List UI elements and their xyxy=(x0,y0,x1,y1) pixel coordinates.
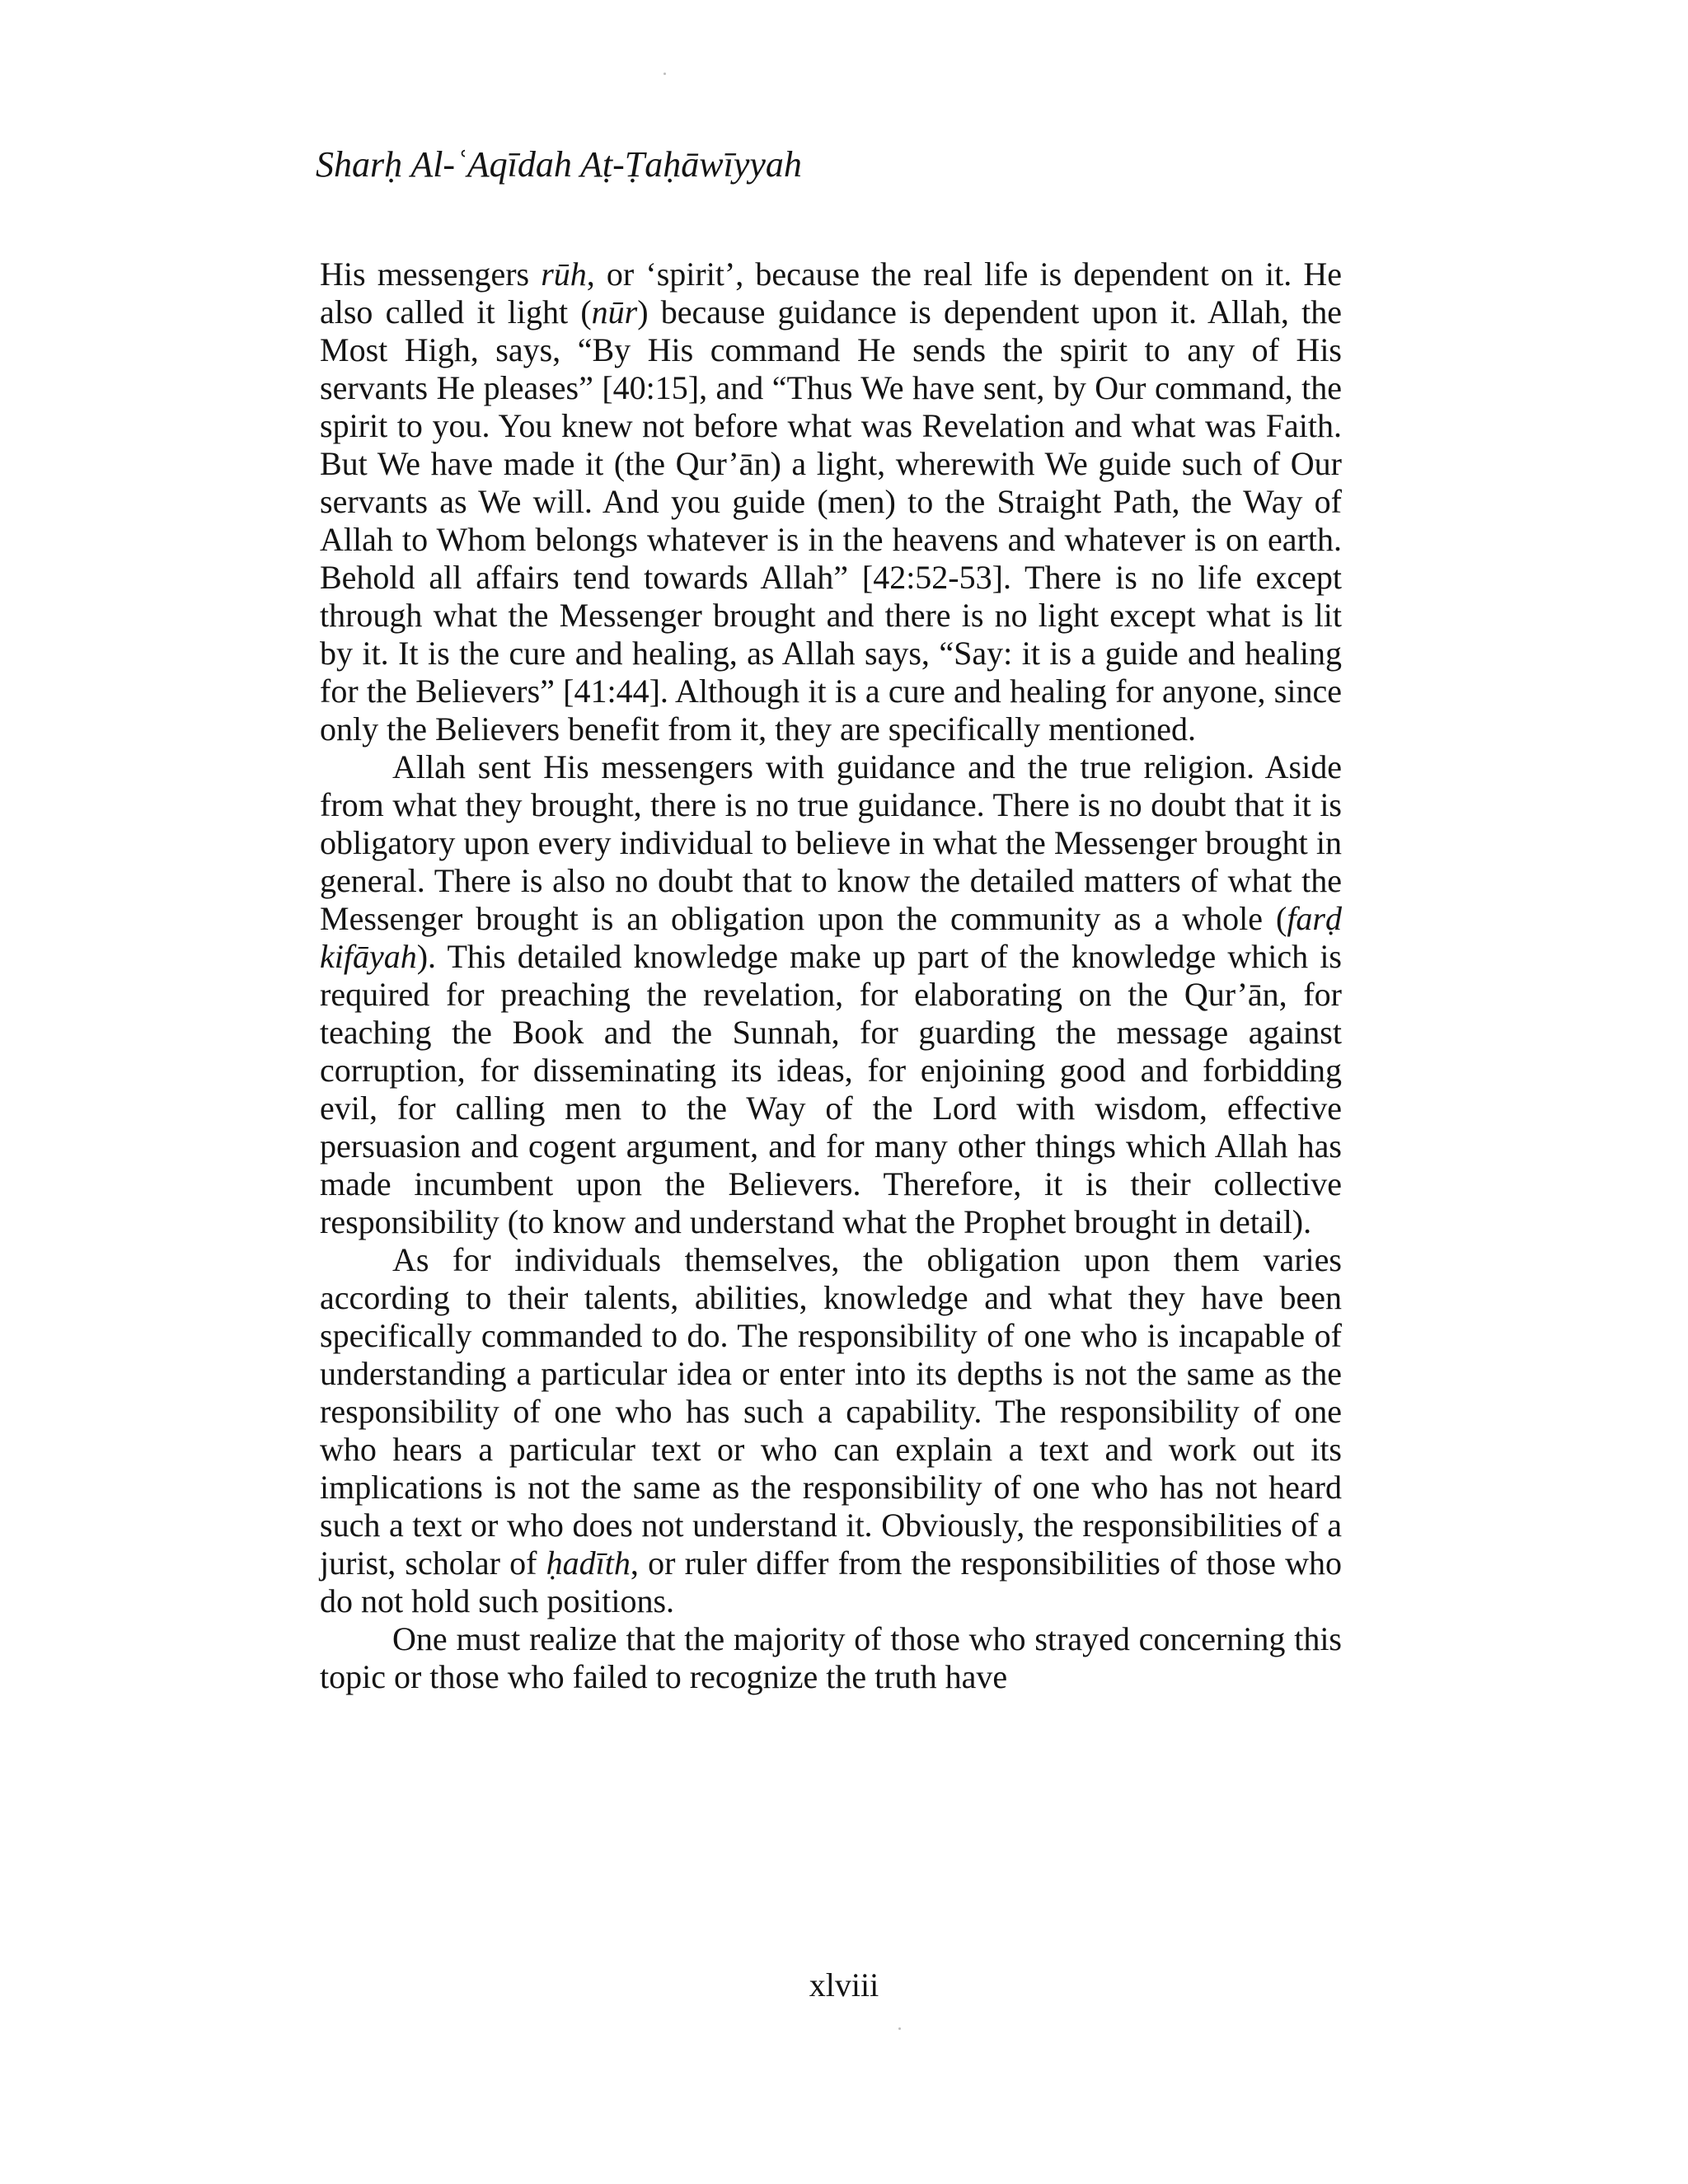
running-header: Sharḥ Al-ʿAqīdah Aṭ-Ṭaḥāwīyyah xyxy=(316,144,802,185)
italic-term: farḍ kifāyah xyxy=(320,900,1342,975)
italic-term: nūr xyxy=(591,293,638,330)
text-run: Allah sent His messengers with guidance and the true religion. Aside from what they brought, there is no true guidance. There is no doubt that it is obligatory upon every individual to believe in what the Messenger brought in general. There is also no doubt that to know the detailed matters of what the Messenger brought is an obligation upon the community as a whole ( xyxy=(320,748,1342,937)
text-run: One must realize that the majority of those who strayed concerning this topic or those who failed to recognize the truth have xyxy=(320,1620,1342,1695)
page-number: xlviii xyxy=(809,1966,879,2004)
body-text xyxy=(320,255,1342,1696)
paragraph-3 xyxy=(320,1241,1342,1620)
text-run: As for individuals themselves, the obligation upon them varies according to their talents, abilities, knowledge and what they have been specifically commanded to do. The responsibility of one who is incapable of understanding a particular idea or enter into its depths is not the same as the responsibility of one who has such a capability. The responsibility of one who hears a particular text or who can explain a text and work out its implications is not the same as the responsibility of one who has not heard such a text or who does not understand it. Obviously, the responsibilities of a jurist, scholar of xyxy=(320,1241,1342,1582)
paragraph-2 xyxy=(320,748,1342,1241)
text-run: , or ruler differ from the responsibilities of those who do not hold such positions. xyxy=(320,1544,1342,1619)
paragraph-1 xyxy=(320,255,1342,748)
scan-speck xyxy=(663,73,666,75)
text-run: ). This detailed knowledge make up part of the knowledge which is required for preaching the revelation, for elaborating on the Qur’ān, for teaching the Book and the Sunnah, for guarding the message against corruption, for disseminating its ideas, for enjoining good and forbidding evil, for calling men to the Way of the Lord with wisdom, effective persuasion and cogent argument, and for many other things which Allah has made incumbent upon the Believers. Therefore, it is their collective responsibility (to know and understand what the Prophet brought in detail). xyxy=(320,938,1342,1240)
scan-speck xyxy=(898,2027,901,2030)
text-run: ) because guidance is dependent upon it. Allah, the Most High, says, “By His command He sends the spirit to any of His servants He pleases” [40:15], and “Thus We have sent, by Our command, the spirit to you. You knew not before what was Revelation and what was Faith. But We have made it (the Qur’ān) a light, wherewith We guide such of Our servants as We will. And you guide (men) to the Straight Path, the Way of Allah to Whom belongs whatever is in the heavens and whatever is on earth. Behold all affairs tend towards Allah” [42:52-53]. There is no life except through what the Messenger brought and there is no light except what is lit by it. It is the cure and healing, as Allah says, “Say: it is a guide and healing for the Believers” [41:44]. Although it is a cure and healing for anyone, since only the Believers benefit from it, they are specifically mentioned. xyxy=(320,293,1342,748)
italic-term: rūh xyxy=(541,255,587,293)
text-run: , or ‘spirit’, because the real life is dependent on it. He also called it light ( xyxy=(320,255,1342,330)
paragraph-4 xyxy=(320,1620,1342,1696)
text-run: His messengers xyxy=(320,255,542,293)
italic-term: ḥadīth xyxy=(546,1544,631,1582)
